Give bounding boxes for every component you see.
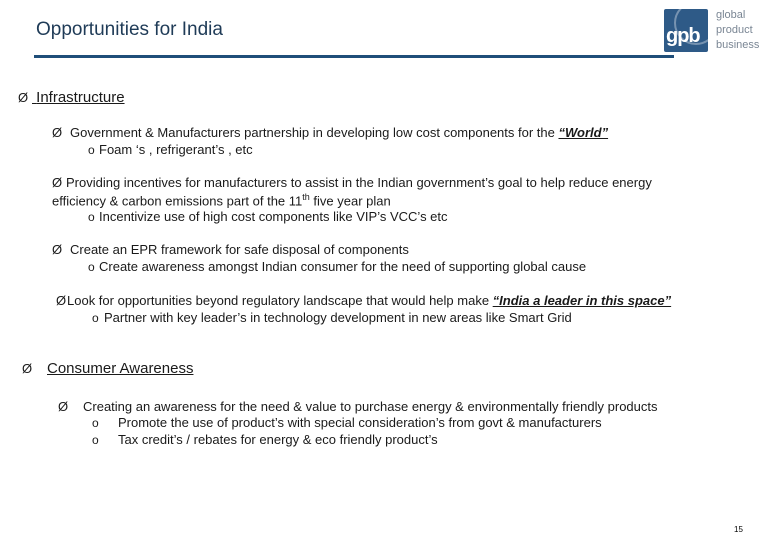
logo-wordmark: global product business [716, 9, 760, 51]
arrow-bullet-icon: Ø [52, 242, 63, 257]
arrow-bullet-icon: Ø [58, 399, 69, 414]
infra-item-2-line2: efficiency & carbon emissions part of the 11th five year plan [52, 192, 391, 209]
infra-item-4-sub: Partner with key leader’s in technology development in new areas like Smart Grid [104, 310, 572, 325]
sub-bullet-icon: o [92, 433, 99, 447]
section-heading-infrastructure: Infrastructure [36, 89, 125, 106]
infra-item-4: Look for opportunities beyond regulatory landscape that would help make “India a leader in this space” [67, 293, 672, 308]
infra-item-3-sub: Create awareness amongst Indian consumer for the need of supporting global cause [99, 259, 587, 274]
consumer-item-1-sub-2: Tax credit’s / rebates for energy & eco friendly product’s [118, 432, 438, 447]
title-divider [34, 55, 674, 58]
arrow-bullet-icon: Ø [52, 175, 63, 190]
infra-item-2-sub: Incentivize use of high cost components like VIP’s VCC’s etc [99, 209, 448, 224]
arrow-bullet-icon: Ø [18, 90, 29, 105]
slide-title: Opportunities for India [36, 19, 223, 40]
logo-mark: gpb [666, 25, 700, 47]
sub-bullet-icon: o [88, 210, 95, 224]
infra-item-1-sub: Foam ‘s , refrigerant’s , etc [99, 142, 253, 157]
sub-bullet-icon: o [88, 143, 95, 157]
consumer-item-1: Creating an awareness for the need & value to purchase energy & environmentally friendly products [83, 399, 658, 414]
infra-item-1: Government & Manufacturers partnership in developing low cost components for the “World” [70, 125, 609, 140]
consumer-item-1-sub-1: Promote the use of product’s with special consideration’s from govt & manufacturers [118, 415, 602, 430]
section-heading-consumer: Consumer Awareness [47, 360, 194, 377]
sub-bullet-icon: o [92, 311, 99, 325]
infra-item-3: Create an EPR framework for safe disposal of components [70, 242, 409, 257]
arrow-bullet-icon: Ø [22, 361, 33, 376]
logo-box [664, 9, 708, 52]
sub-bullet-icon: o [92, 416, 99, 430]
page-number: 15 [734, 525, 743, 534]
arrow-bullet-icon: Ø [52, 125, 63, 140]
gpb-logo [664, 6, 778, 56]
sub-bullet-icon: o [88, 260, 95, 274]
arrow-bullet-icon: Ø [56, 293, 67, 308]
infra-item-2-line1: Providing incentives for manufacturers to assist in the Indian government’s goal to help reduce energy [66, 175, 652, 190]
